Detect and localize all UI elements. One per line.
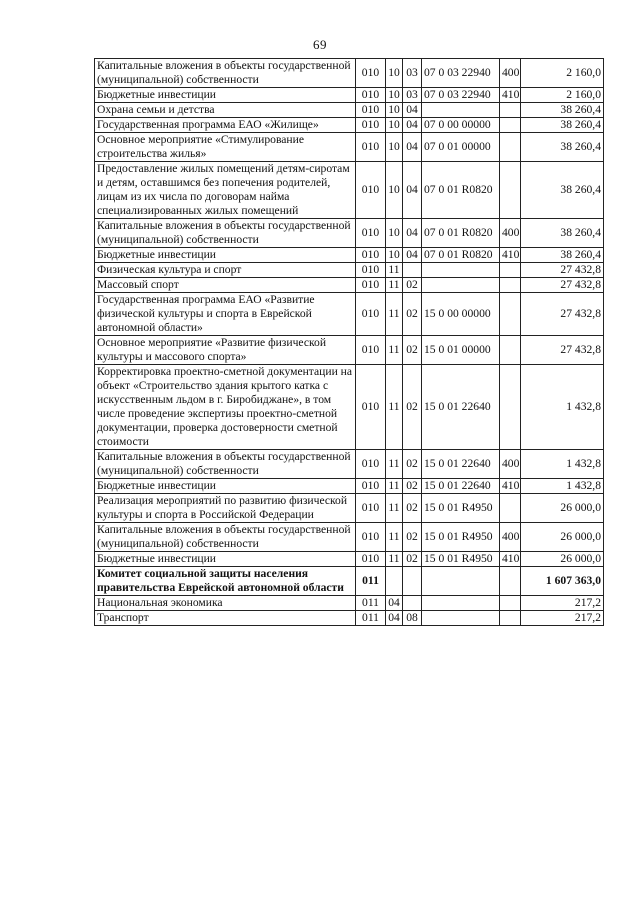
row-expense-type-cell: 410 (500, 248, 521, 263)
row-name-cell: Основное мероприятие «Стимулирование строительства жилья» (95, 133, 356, 162)
row-ministry-code-cell: 010 (356, 133, 386, 162)
row-amount-cell: 38 260,4 (521, 248, 604, 263)
row-ministry-code-cell: 011 (356, 596, 386, 611)
row-amount-cell: 27 432,8 (521, 336, 604, 365)
table-row (95, 552, 604, 567)
row-ministry-code-cell: 010 (356, 162, 386, 219)
row-expense-type-cell (500, 494, 521, 523)
row-ministry-code-cell: 010 (356, 450, 386, 479)
row-ministry-code-cell: 010 (356, 365, 386, 450)
row-ministry-code-cell: 010 (356, 103, 386, 118)
row-amount-cell: 2 160,0 (521, 59, 604, 88)
row-name-cell: Бюджетные инвестиции (95, 552, 356, 567)
row-expense-type-cell (500, 118, 521, 133)
row-section-code-cell: 11 (386, 494, 403, 523)
row-subsection-code-cell: 03 (403, 59, 422, 88)
table-row (95, 278, 604, 293)
row-subsection-code-cell: 02 (403, 293, 422, 336)
row-expense-type-cell: 400 (500, 59, 521, 88)
row-expense-type-cell (500, 611, 521, 626)
row-name-cell: Комитет социальной защиты населения правительства Еврейской автономной области (95, 567, 356, 596)
row-name-cell: Капитальные вложения в объекты государственной (муниципальной) собственности (95, 59, 356, 88)
table-row (95, 248, 604, 263)
row-subsection-code-cell (403, 596, 422, 611)
row-subsection-code-cell: 03 (403, 88, 422, 103)
budget-table (94, 58, 604, 626)
row-ministry-code-cell: 010 (356, 336, 386, 365)
row-expense-type-cell: 400 (500, 450, 521, 479)
row-target-article-cell: 07 0 01 00000 (422, 133, 500, 162)
budget-table-body (95, 59, 604, 626)
row-target-article-cell: 15 0 01 R4950 (422, 552, 500, 567)
table-row (95, 219, 604, 248)
row-amount-cell: 26 000,0 (521, 552, 604, 567)
row-subsection-code-cell: 08 (403, 611, 422, 626)
row-ministry-code-cell: 010 (356, 494, 386, 523)
row-section-code-cell: 10 (386, 133, 403, 162)
row-expense-type-cell (500, 133, 521, 162)
row-ministry-code-cell: 010 (356, 59, 386, 88)
row-target-article-cell (422, 103, 500, 118)
table-row (95, 133, 604, 162)
row-expense-type-cell (500, 103, 521, 118)
row-target-article-cell (422, 278, 500, 293)
row-expense-type-cell (500, 336, 521, 365)
row-amount-cell: 27 432,8 (521, 278, 604, 293)
table-row (95, 59, 604, 88)
row-subsection-code-cell (403, 263, 422, 278)
row-section-code-cell: 11 (386, 365, 403, 450)
row-expense-type-cell (500, 567, 521, 596)
row-ministry-code-cell: 010 (356, 278, 386, 293)
table-row (95, 162, 604, 219)
row-ministry-code-cell: 010 (356, 88, 386, 103)
row-expense-type-cell: 410 (500, 552, 521, 567)
row-target-article-cell (422, 611, 500, 626)
row-ministry-code-cell: 010 (356, 219, 386, 248)
row-section-code-cell: 11 (386, 278, 403, 293)
row-subsection-code-cell: 02 (403, 523, 422, 552)
row-amount-cell: 1 432,8 (521, 365, 604, 450)
row-section-code-cell: 11 (386, 479, 403, 494)
row-target-article-cell: 07 0 00 00000 (422, 118, 500, 133)
table-row (95, 103, 604, 118)
row-amount-cell: 38 260,4 (521, 118, 604, 133)
table-row (95, 118, 604, 133)
row-amount-cell: 26 000,0 (521, 494, 604, 523)
row-target-article-cell: 15 0 01 R4950 (422, 523, 500, 552)
row-subsection-code-cell: 02 (403, 552, 422, 567)
row-section-code-cell: 11 (386, 450, 403, 479)
row-expense-type-cell (500, 162, 521, 219)
row-subsection-code-cell: 04 (403, 118, 422, 133)
row-name-cell: Транспорт (95, 611, 356, 626)
row-subsection-code-cell: 04 (403, 103, 422, 118)
row-target-article-cell (422, 567, 500, 596)
table-row (95, 567, 604, 596)
row-amount-cell: 2 160,0 (521, 88, 604, 103)
row-ministry-code-cell: 011 (356, 567, 386, 596)
row-subsection-code-cell: 04 (403, 133, 422, 162)
row-expense-type-cell (500, 278, 521, 293)
table-row (95, 450, 604, 479)
row-section-code-cell: 10 (386, 162, 403, 219)
row-target-article-cell: 07 0 01 R0820 (422, 219, 500, 248)
row-target-article-cell: 15 0 01 00000 (422, 336, 500, 365)
table-row (95, 596, 604, 611)
row-section-code-cell: 11 (386, 523, 403, 552)
row-subsection-code-cell: 02 (403, 450, 422, 479)
row-target-article-cell: 07 0 03 22940 (422, 59, 500, 88)
row-name-cell: Национальная экономика (95, 596, 356, 611)
row-name-cell: Бюджетные инвестиции (95, 248, 356, 263)
row-name-cell: Капитальные вложения в объекты государственной (муниципальной) собственности (95, 450, 356, 479)
row-subsection-code-cell: 04 (403, 162, 422, 219)
row-section-code-cell: 10 (386, 59, 403, 88)
row-subsection-code-cell: 04 (403, 219, 422, 248)
table-row (95, 263, 604, 278)
row-subsection-code-cell (403, 567, 422, 596)
row-ministry-code-cell: 011 (356, 611, 386, 626)
row-subsection-code-cell: 02 (403, 336, 422, 365)
row-section-code-cell: 10 (386, 219, 403, 248)
row-name-cell: Массовый спорт (95, 278, 356, 293)
row-target-article-cell: 15 0 01 R4950 (422, 494, 500, 523)
row-expense-type-cell (500, 365, 521, 450)
row-ministry-code-cell: 010 (356, 523, 386, 552)
row-ministry-code-cell: 010 (356, 263, 386, 278)
row-expense-type-cell: 400 (500, 523, 521, 552)
row-name-cell: Охрана семьи и детства (95, 103, 356, 118)
row-name-cell: Капитальные вложения в объекты государственной (муниципальной) собственности (95, 523, 356, 552)
row-name-cell: Государственная программа ЕАО «Жилище» (95, 118, 356, 133)
row-amount-cell: 217,2 (521, 611, 604, 626)
row-section-code-cell: 04 (386, 596, 403, 611)
row-expense-type-cell (500, 293, 521, 336)
row-expense-type-cell: 410 (500, 479, 521, 494)
row-section-code-cell: 04 (386, 611, 403, 626)
table-row (95, 479, 604, 494)
row-amount-cell: 38 260,4 (521, 219, 604, 248)
row-subsection-code-cell: 02 (403, 278, 422, 293)
table-row (95, 494, 604, 523)
row-amount-cell: 38 260,4 (521, 133, 604, 162)
row-section-code-cell: 11 (386, 263, 403, 278)
row-name-cell: Основное мероприятие «Развитие физической культуры и массового спорта» (95, 336, 356, 365)
row-name-cell: Государственная программа ЕАО «Развитие физической культуры и спорта в Еврейской автономной области» (95, 293, 356, 336)
row-subsection-code-cell: 02 (403, 494, 422, 523)
row-ministry-code-cell: 010 (356, 479, 386, 494)
row-ministry-code-cell: 010 (356, 118, 386, 133)
row-target-article-cell: 15 0 00 00000 (422, 293, 500, 336)
table-row (95, 293, 604, 336)
row-amount-cell: 1 432,8 (521, 450, 604, 479)
row-amount-cell: 27 432,8 (521, 293, 604, 336)
row-ministry-code-cell: 010 (356, 293, 386, 336)
row-name-cell: Корректировка проектно-сметной документации на объект «Строительство здания крытого катка с искусственным льдом в г. Биробиджане», в том числе проведение экспертизы проектно-сметной документации, проверка достоверности сметной стоимости (95, 365, 356, 450)
table-row (95, 365, 604, 450)
row-subsection-code-cell: 04 (403, 248, 422, 263)
row-amount-cell: 26 000,0 (521, 523, 604, 552)
row-amount-cell: 27 432,8 (521, 263, 604, 278)
row-section-code-cell: 11 (386, 336, 403, 365)
row-amount-cell: 38 260,4 (521, 103, 604, 118)
row-expense-type-cell: 410 (500, 88, 521, 103)
table-row (95, 523, 604, 552)
row-ministry-code-cell: 010 (356, 552, 386, 567)
row-expense-type-cell: 400 (500, 219, 521, 248)
row-name-cell: Капитальные вложения в объекты государственной (муниципальной) собственности (95, 219, 356, 248)
row-target-article-cell: 15 0 01 22640 (422, 450, 500, 479)
row-name-cell: Бюджетные инвестиции (95, 479, 356, 494)
row-amount-cell: 217,2 (521, 596, 604, 611)
row-target-article-cell (422, 596, 500, 611)
row-section-code-cell: 10 (386, 248, 403, 263)
table-row (95, 336, 604, 365)
row-section-code-cell: 10 (386, 103, 403, 118)
row-amount-cell: 1 607 363,0 (521, 567, 604, 596)
row-target-article-cell: 07 0 01 R0820 (422, 248, 500, 263)
row-target-article-cell (422, 263, 500, 278)
table-row (95, 611, 604, 626)
row-name-cell: Предоставление жилых помещений детям-сиротам и детям, оставшимся без попечения родителей, лицам из их числа по договорам найма специализированных жилых помещений (95, 162, 356, 219)
row-section-code-cell: 11 (386, 552, 403, 567)
row-target-article-cell: 07 0 01 R0820 (422, 162, 500, 219)
row-section-code-cell: 11 (386, 293, 403, 336)
page-number: 69 (313, 37, 327, 52)
row-subsection-code-cell: 02 (403, 479, 422, 494)
row-name-cell: Бюджетные инвестиции (95, 88, 356, 103)
row-target-article-cell: 15 0 01 22640 (422, 365, 500, 450)
row-name-cell: Физическая культура и спорт (95, 263, 356, 278)
row-target-article-cell: 07 0 03 22940 (422, 88, 500, 103)
row-expense-type-cell (500, 263, 521, 278)
row-amount-cell: 38 260,4 (521, 162, 604, 219)
row-section-code-cell: 10 (386, 88, 403, 103)
table-row (95, 88, 604, 103)
row-ministry-code-cell: 010 (356, 248, 386, 263)
row-expense-type-cell (500, 596, 521, 611)
row-section-code-cell (386, 567, 403, 596)
row-target-article-cell: 15 0 01 22640 (422, 479, 500, 494)
row-amount-cell: 1 432,8 (521, 479, 604, 494)
row-subsection-code-cell: 02 (403, 365, 422, 450)
row-section-code-cell: 10 (386, 118, 403, 133)
row-name-cell: Реализация мероприятий по развитию физической культуры и спорта в Российской Федерации (95, 494, 356, 523)
